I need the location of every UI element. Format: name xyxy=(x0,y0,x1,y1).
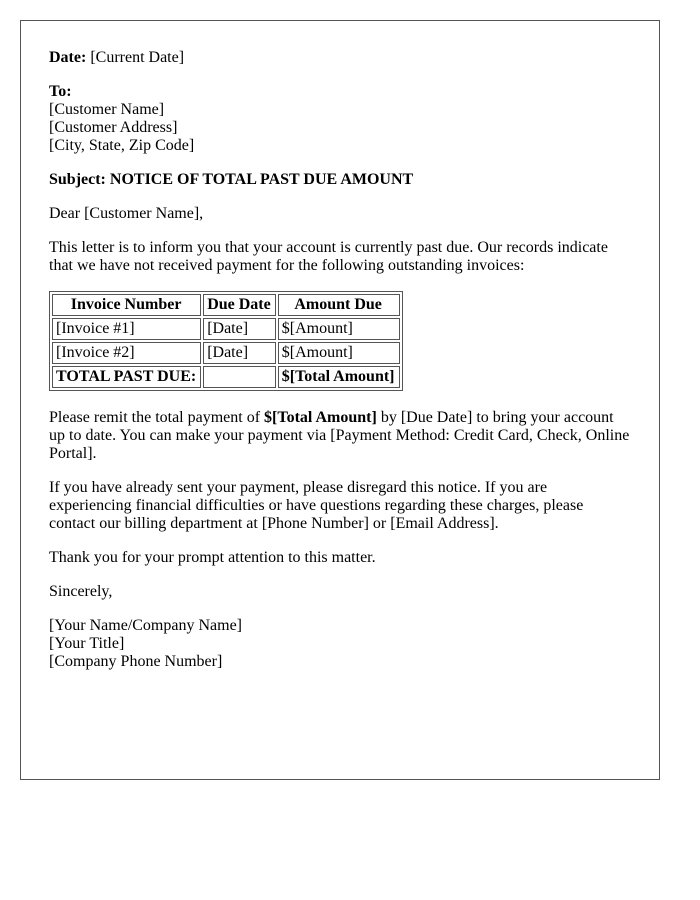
date-label: Date: xyxy=(49,49,87,66)
recipient-block xyxy=(49,83,631,155)
subject-line xyxy=(49,171,631,189)
disregard-paragraph: If you have already sent your payment, please disregard this notice. If you are experiencing financial difficulties or have questions regarding these charges, please contact our billing department at [Phone Number] or [Email Address]. xyxy=(49,479,584,532)
invoice-table xyxy=(49,291,403,391)
remit-text-before: Please remit the total payment of xyxy=(49,409,265,426)
signature-phone: [Company Phone Number] xyxy=(49,653,223,670)
recipient-name: [Customer Name] xyxy=(49,101,165,118)
cell-amount: $[Amount] xyxy=(278,318,400,340)
recipient-city: [City, State, Zip Code] xyxy=(49,137,195,154)
header-invoice-number: Invoice Number xyxy=(52,294,201,316)
cell-due-date: [Date] xyxy=(203,342,276,364)
thanks-paragraph: Thank you for your prompt attention to this matter. xyxy=(49,549,376,566)
date-line xyxy=(49,49,631,67)
table-row xyxy=(52,342,400,364)
signature-name: [Your Name/Company Name] xyxy=(49,617,243,634)
total-due-date xyxy=(203,366,276,388)
date-value: [Current Date] xyxy=(90,49,185,66)
signature-title: [Your Title] xyxy=(49,635,125,652)
salutation: Dear [Customer Name], xyxy=(49,205,204,222)
recipient-address: [Customer Address] xyxy=(49,119,178,136)
closing: Sincerely, xyxy=(49,583,113,600)
table-total-row xyxy=(52,366,400,388)
total-amount: $[Total Amount] xyxy=(278,366,400,388)
table-row xyxy=(52,318,400,340)
total-label: TOTAL PAST DUE: xyxy=(52,366,201,388)
letter xyxy=(20,20,660,780)
cell-due-date: [Date] xyxy=(203,318,276,340)
table-header-row xyxy=(52,294,400,316)
header-due-date: Due Date xyxy=(203,294,276,316)
intro-paragraph: This letter is to inform you that your account is currently past due. Our records indicate that we have not received payment for the following outstanding invoices: xyxy=(49,239,608,274)
remit-amount: $[Total Amount] xyxy=(264,409,377,426)
subject-label: Subject: xyxy=(49,171,106,188)
recipient-label: To: xyxy=(49,83,72,100)
subject-value: NOTICE OF TOTAL PAST DUE AMOUNT xyxy=(109,171,414,188)
cell-amount: $[Amount] xyxy=(278,342,400,364)
remit-text-after: by [Due Date] to bring your account up to date. You can make your payment via [Payment Method: Credit Card, Check, Online Portal]. xyxy=(49,409,630,462)
signature-block xyxy=(49,617,631,671)
cell-invoice: [Invoice #2] xyxy=(52,342,201,364)
header-amount-due: Amount Due xyxy=(278,294,400,316)
cell-invoice: [Invoice #1] xyxy=(52,318,201,340)
remit-paragraph xyxy=(49,409,631,463)
